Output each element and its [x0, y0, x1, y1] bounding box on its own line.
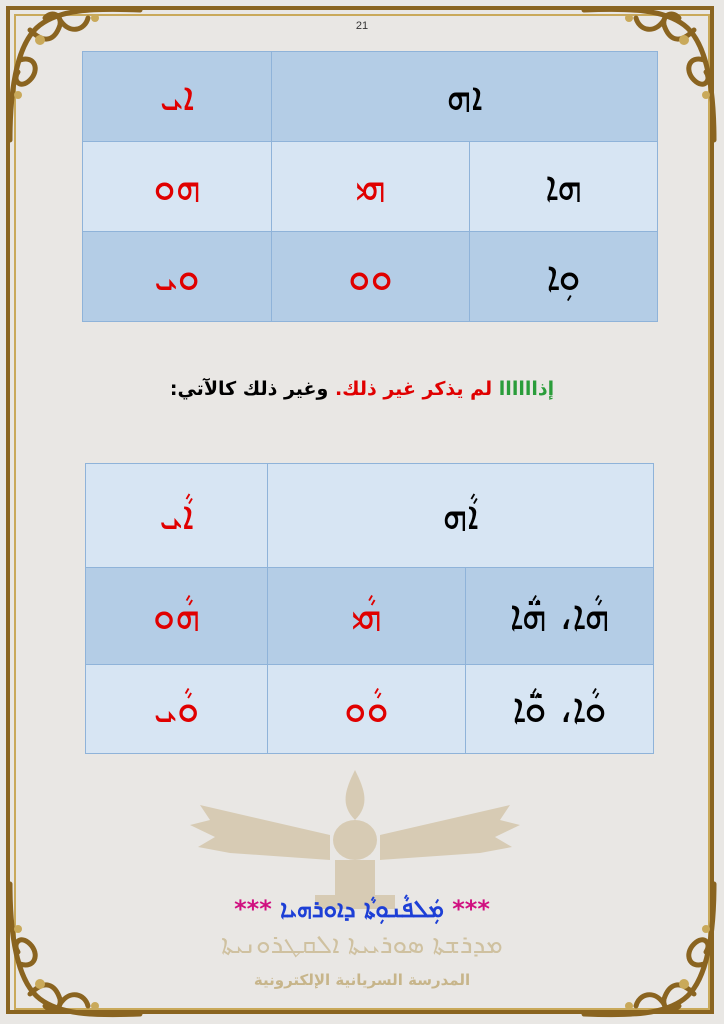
footer-stars-left: ***: [234, 895, 272, 923]
page-number: 21: [355, 20, 369, 32]
table-cell: ܐܵܗ: [268, 464, 654, 568]
table-cell: ܗܝ: [272, 142, 470, 232]
note-part-green: إذاااااا: [498, 378, 555, 400]
table-cell: ܘܼܐ: [470, 232, 658, 322]
footer-title-syriac: ܡܲܠܦܵܢܘܼܬܵܐ ܕܐܘܪܗܝܐ: [280, 895, 444, 923]
table-row: [86, 665, 654, 754]
table-row: [86, 568, 654, 665]
footer-title: [0, 895, 724, 923]
instruction-note: [0, 378, 724, 400]
table-cell: ܗܘ: [83, 142, 272, 232]
table-cell: ܘܵܐ، ܘ̈ܵܐ: [466, 665, 654, 754]
table-row: [83, 52, 658, 142]
table-cell: ܗܵܐ، ܗ̈ܵܐ: [466, 568, 654, 665]
table-cell: ܗܵܝ: [268, 568, 466, 665]
footer-stars-right: ***: [452, 895, 490, 923]
table-cell: ܘܘ: [272, 232, 470, 322]
school-name-syriac: ܡܕܪܫܬܐ ܣܘܪܝܝܬܐ ܐܠܩܛܪܘܢܝܬܐ: [221, 930, 503, 960]
table-row: [83, 232, 658, 322]
note-part-red: لم يذكر غير ذلك.: [334, 378, 493, 400]
table-cell: ܗܵܘ: [86, 568, 268, 665]
table-cell: ܘܵܘ: [268, 665, 466, 754]
letters-table-1: [82, 51, 658, 322]
school-emblem-icon: [190, 765, 520, 915]
table-cell: ܐܗ: [272, 52, 658, 142]
table-cell: ܗܐ: [470, 142, 658, 232]
letters-table-2: [85, 463, 654, 754]
table-row: [86, 464, 654, 568]
note-part-black: وغير ذلك كالآتي:: [169, 378, 329, 400]
table-cell: ܐܵܝ: [86, 464, 268, 568]
table-cell: ܘܝ: [83, 232, 272, 322]
table-cell: ܐܝ: [83, 52, 272, 142]
school-name-arabic: المدرسة السريانية الإلكترونية: [253, 971, 471, 989]
table-cell: ܘܵܝ: [86, 665, 268, 754]
table-row: [83, 142, 658, 232]
